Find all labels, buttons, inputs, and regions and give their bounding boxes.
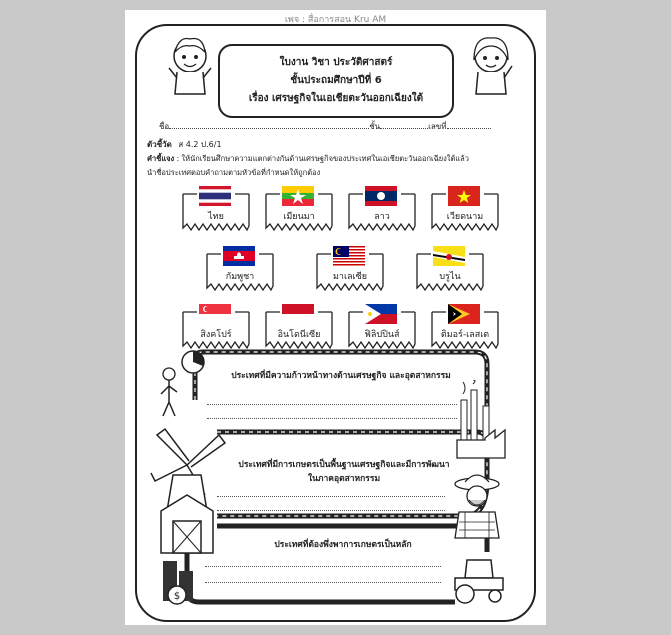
section-advanced-economy-title: ประเทศที่มีความก้าวหน้าทางด้านเศรษฐกิจ และอุตสาหกรรม — [231, 371, 451, 381]
businessman-chart-icon — [155, 350, 215, 420]
name-blank[interactable] — [169, 128, 369, 129]
worksheet-title-box — [218, 44, 454, 118]
answer-line-2a[interactable] — [217, 496, 445, 497]
answer-line-3a[interactable] — [205, 566, 441, 567]
brunei-flag-icon — [433, 246, 465, 266]
standard-line — [147, 138, 222, 151]
country-name: เมียนมา — [283, 212, 315, 222]
country-card[interactable] — [347, 186, 417, 230]
cambodia-flag-icon — [223, 246, 255, 266]
philippines-flag-icon — [365, 304, 397, 324]
number-blank[interactable] — [447, 128, 491, 129]
country-name: ฟิลิปปินส์ — [364, 330, 400, 340]
country-name: เวียดนาม — [446, 212, 484, 222]
country-card[interactable] — [205, 246, 275, 290]
title-subject: ใบงาน วิชา ประวัติศาสตร์ — [279, 57, 393, 68]
answer-line-1a[interactable] — [207, 404, 457, 405]
worksheet-page — [125, 10, 546, 625]
svg-text:$: $ — [173, 591, 181, 602]
section-2-title-line1: ประเทศที่มีการเกษตรเป็นพื้นฐานเศรษฐกิจและมีการพัฒนา — [238, 460, 450, 470]
indonesia-flag-icon — [282, 304, 314, 324]
tractor-icon — [447, 550, 511, 605]
student-info-line — [159, 120, 509, 133]
country-card[interactable] — [415, 246, 485, 290]
factory-icon — [455, 380, 507, 460]
instructions-text: : ให้นักเรียนศึกษาความแตกต่างกันด้านเศรษฐกิจของประเทศในเอเชียตะวันออกเฉียงใต้แล้ว — [174, 154, 469, 163]
timor-leste-flag-icon — [448, 304, 480, 324]
girl-illustration-icon — [468, 34, 514, 96]
answer-line-2b[interactable] — [217, 510, 445, 511]
country-card[interactable] — [264, 186, 334, 230]
title-grade: ชั้นประถมศึกษาปีที่ 6 — [290, 75, 382, 86]
malaysia-flag-icon — [333, 246, 365, 266]
class-blank[interactable] — [380, 128, 428, 129]
instructions — [147, 152, 527, 180]
class-label: ชั้น — [369, 122, 381, 131]
page-header: เพจ : สื่อการสอน Kru AM — [284, 15, 387, 25]
section-agriculture-dependent-title: ประเทศที่ต้องพึ่งพาการเกษตรเป็นหลัก — [274, 540, 412, 550]
instructions-text-2: นำชื่อประเทศตอบคำถามตามหัวข้อที่กำหนดให้ถูกต้อง — [147, 168, 321, 177]
windmill-barn-icon — [147, 425, 227, 555]
boy-illustration-icon — [167, 34, 213, 96]
number-label: เลขที่ — [428, 122, 447, 131]
country-name: อินโดนีเซีย — [277, 330, 321, 340]
vietnam-flag-icon — [448, 186, 480, 206]
country-name: ติมอร์-เลสเต — [440, 330, 490, 340]
standard-label: ตัวชี้วัด — [147, 140, 172, 149]
country-card[interactable] — [430, 186, 500, 230]
section-2-title-line2: ในภาคอุตสาหกรรม — [307, 474, 381, 484]
country-name: สิงคโปร์ — [200, 330, 232, 340]
country-card[interactable] — [315, 246, 385, 290]
country-name: มาเลเซีย — [332, 272, 368, 282]
thailand-flag-icon — [199, 186, 231, 206]
section-agriculture-industry-title — [221, 457, 467, 485]
country-card[interactable] — [181, 186, 251, 230]
title-topic: เรื่อง เศรษฐกิจในเอเชียตะวันออกเฉียงใต้ — [248, 93, 424, 104]
singapore-flag-icon — [199, 304, 231, 324]
country-name: ไทย — [208, 212, 224, 222]
standard-value: ส 4.2 ป.6/1 — [178, 140, 222, 149]
instructions-label: คำชี้แจง — [147, 154, 175, 163]
coins-money-icon — [159, 555, 203, 605]
country-name: บรูไน — [439, 272, 461, 282]
answer-line-1b[interactable] — [207, 418, 457, 419]
country-name: ลาว — [374, 212, 390, 222]
myanmar-flag-icon — [282, 186, 314, 206]
name-label: ชื่อ — [159, 122, 170, 131]
answer-line-3b[interactable] — [205, 582, 441, 583]
laos-flag-icon — [365, 186, 397, 206]
country-name: กัมพูชา — [225, 272, 255, 282]
